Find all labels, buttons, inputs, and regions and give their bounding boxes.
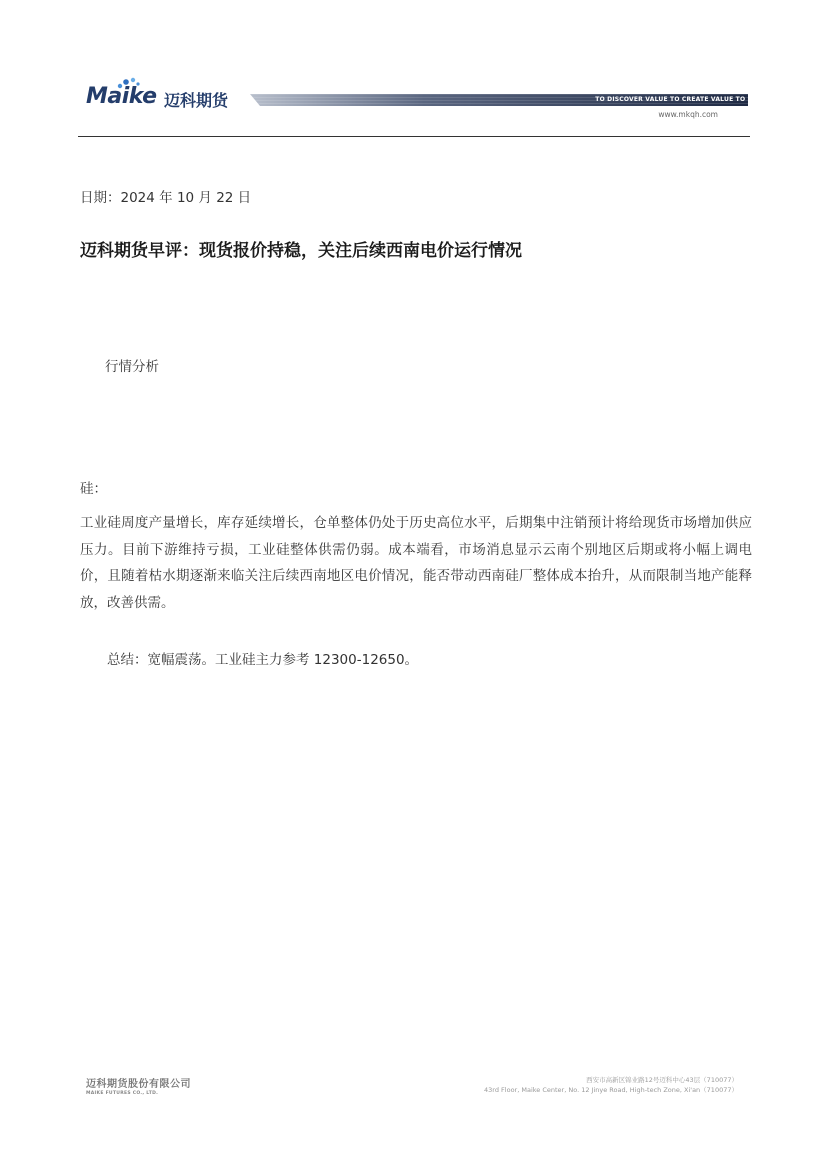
header-divider bbox=[78, 136, 750, 137]
analysis-paragraph: 工业硅周度产量增长，库存延续增长，仓单整体仍处于历史高位水平，后期集中注销预计将给现货市场增加供应压力。目前下游维持亏损，工业硅整体供需仍弱。成本端看，市场消息显示云南个别地区后期或将小幅上调电价，且随着枯水期逐渐来临关注后续西南地区电价情况，能否带动西南硅厂整体成本抬升，从而限制当地产能释放，改善供需。 bbox=[80, 515, 752, 611]
footer-address-cn: 西安市高新区锦业路12号迈科中心43层（710077） bbox=[586, 1076, 738, 1084]
report-date: 日期：2024 年 10 月 22 日 bbox=[80, 190, 252, 206]
footer-address bbox=[484, 1075, 738, 1095]
slogan-text: TO DISCOVER VALUE TO CREATE VALUE TO SHARE VALUE bbox=[595, 96, 796, 103]
page-header bbox=[0, 0, 826, 140]
footer-address-en: 43rd Floor, Maike Center, No. 12 Jinye Road, High-tech Zone, Xi'an（710077） bbox=[484, 1086, 738, 1094]
commodity-heading: 硅： bbox=[80, 481, 107, 497]
footer-company-en: MAIKE FUTURES CO., LTD. bbox=[86, 1091, 159, 1096]
website-url: www.mkqh.com bbox=[658, 110, 718, 119]
logo-wordmark: Maike bbox=[86, 84, 157, 109]
report-title: 迈科期货早评：现货报价持稳，关注后续西南电价运行情况 bbox=[80, 241, 522, 261]
footer-company-cn: 迈科期货股份有限公司 bbox=[86, 1079, 191, 1090]
company-logo bbox=[86, 82, 236, 114]
footer-company bbox=[86, 1075, 191, 1096]
section-heading: 行情分析 bbox=[105, 359, 159, 375]
summary-line: 总结：宽幅震荡。工业硅主力参考 12300-12650。 bbox=[107, 652, 419, 668]
logo-chinese-name: 迈科期货 bbox=[164, 91, 229, 110]
